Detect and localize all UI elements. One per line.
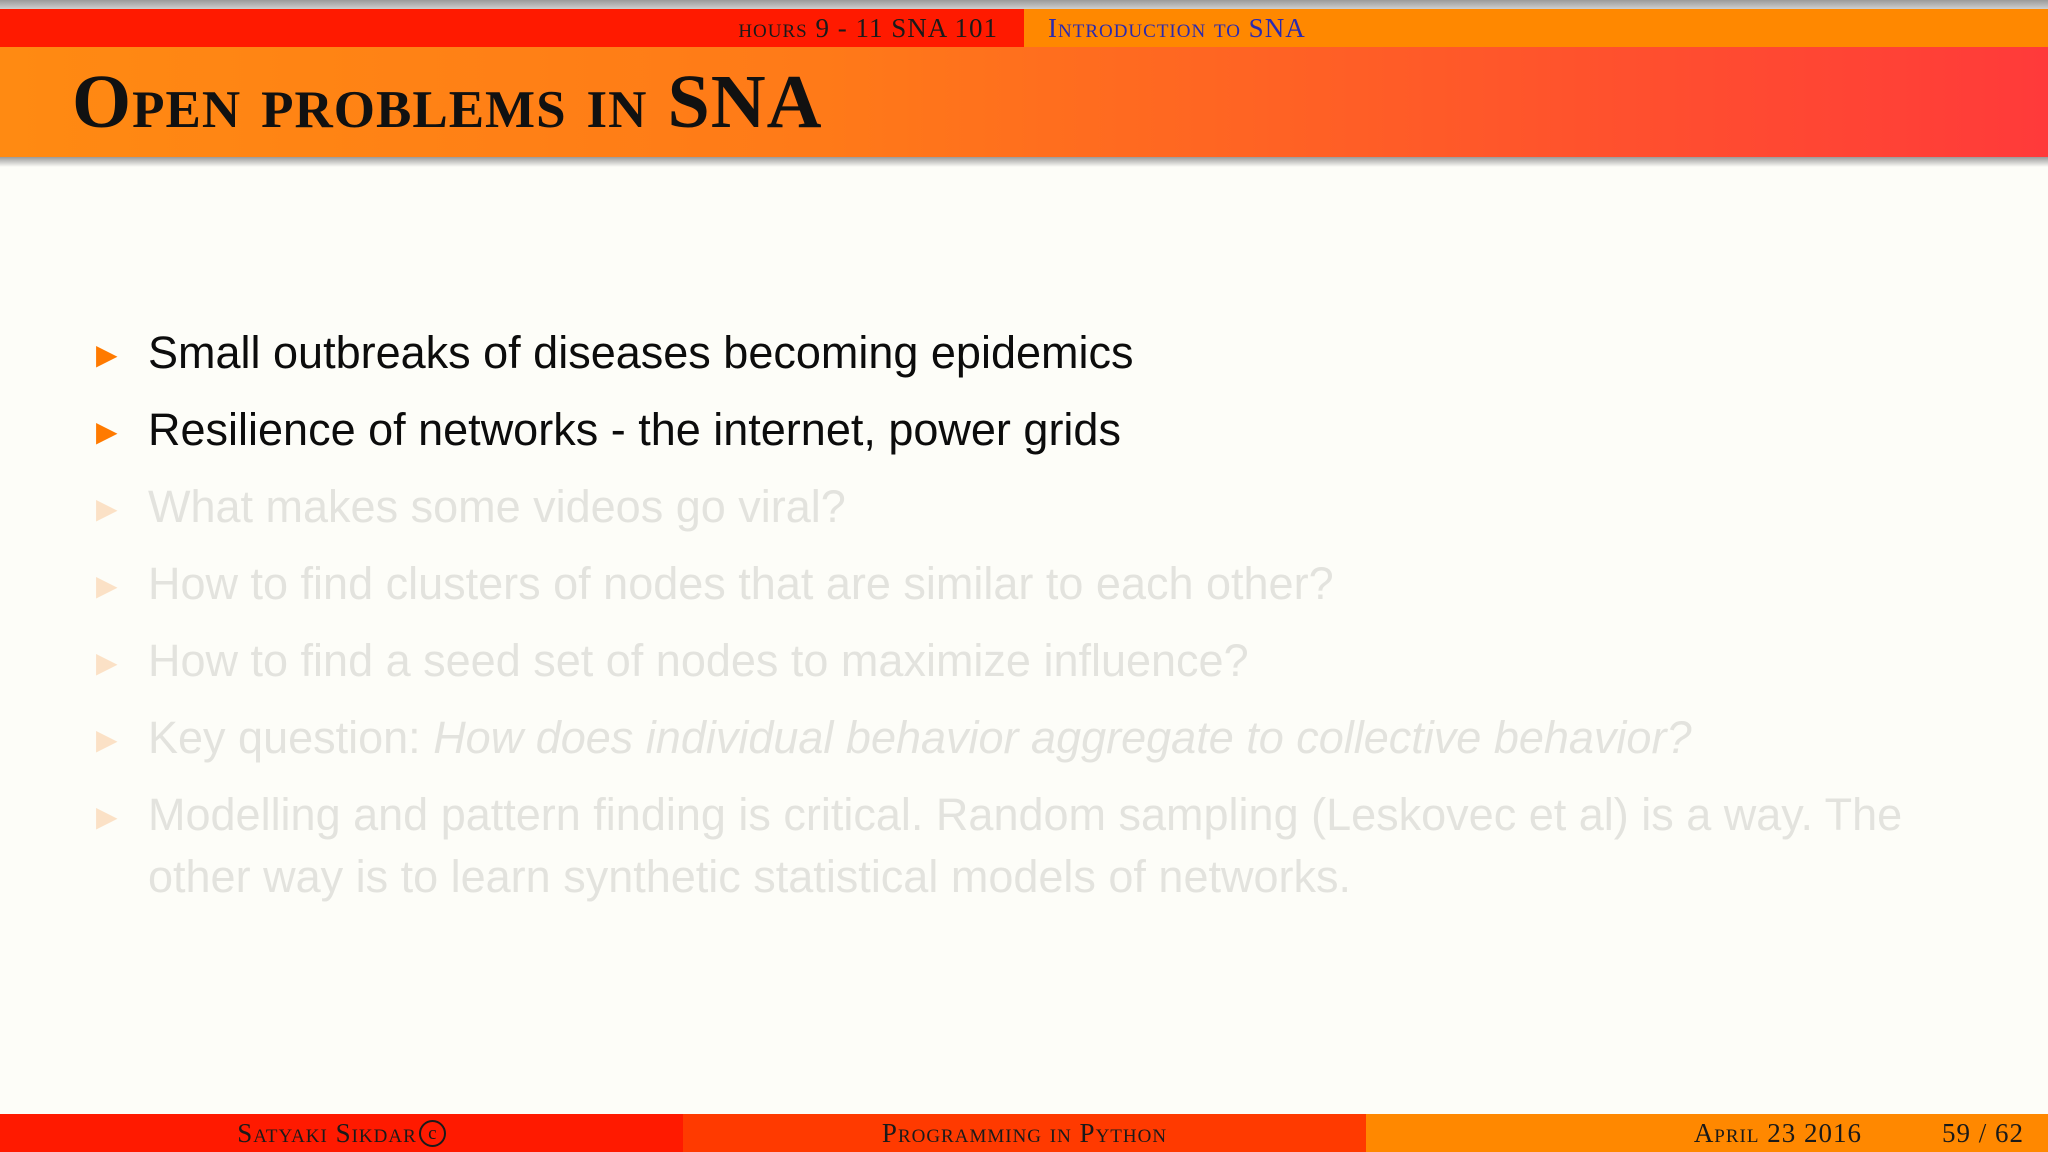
triangle-bullet-icon: ▶ xyxy=(96,339,118,370)
presentation-date: April 23 2016 xyxy=(1693,1117,1862,1148)
bullet-text: What makes some videos go viral? xyxy=(148,481,846,532)
bullet-text: Modelling and pattern finding is critical. Random sampling (Leskovec et al) is a way. The other way is to learn synthetic statistical models of networks. xyxy=(148,789,1903,902)
frame-title-bar xyxy=(0,47,2048,157)
author-name: Satyaki Sikdar xyxy=(237,1117,417,1148)
bullet-text: Resilience of networks - the internet, power grids xyxy=(148,404,1121,455)
footer-date-page xyxy=(1366,1114,2048,1152)
footer-author xyxy=(0,1114,683,1152)
bullet-item-hidden xyxy=(96,558,1996,609)
copyright-icon: c xyxy=(419,1120,446,1147)
footer-course xyxy=(683,1114,1366,1152)
bullet-list xyxy=(96,327,1996,937)
key-question-lead: Key question: xyxy=(148,712,434,763)
frame-title: Open problems in SNA xyxy=(72,59,823,144)
course-title: Programming in Python xyxy=(881,1117,1168,1148)
triangle-bullet-icon: ▶ xyxy=(96,570,118,601)
footer xyxy=(0,1114,2048,1152)
triangle-bullet-icon: ▶ xyxy=(96,416,118,447)
header-subsection[interactable] xyxy=(1024,9,2048,47)
page-number: 59 / 62 xyxy=(1941,1117,2024,1148)
top-border xyxy=(0,0,2048,9)
bullet-text xyxy=(148,712,1996,763)
triangle-bullet-icon: ▶ xyxy=(96,801,118,832)
section-label: hours 9 - 11 SNA 101 xyxy=(738,12,998,43)
bullet-item xyxy=(96,404,1996,455)
triangle-bullet-icon: ▶ xyxy=(96,647,118,678)
key-question-emphasis: How does individual behavior aggregate to collective behavior? xyxy=(433,712,1692,763)
triangle-bullet-icon: ▶ xyxy=(96,724,118,755)
bullet-text: Small outbreaks of diseases becoming epidemics xyxy=(148,327,1134,378)
bullet-text: How to find clusters of nodes that are similar to each other? xyxy=(148,558,1334,609)
subsection-label: Introduction to SNA xyxy=(1048,12,1306,43)
bullet-item xyxy=(96,327,1996,378)
bullet-item-hidden xyxy=(96,481,1996,532)
bullet-text: How to find a seed set of nodes to maximize influence? xyxy=(148,635,1249,686)
triangle-bullet-icon: ▶ xyxy=(96,493,118,524)
header-navigation xyxy=(0,9,2048,47)
bullet-item-hidden xyxy=(96,712,1996,763)
title-shadow xyxy=(0,157,2048,167)
bullet-item-hidden xyxy=(96,789,1996,908)
bullet-item-hidden xyxy=(96,635,1996,686)
header-section[interactable] xyxy=(0,9,1024,47)
